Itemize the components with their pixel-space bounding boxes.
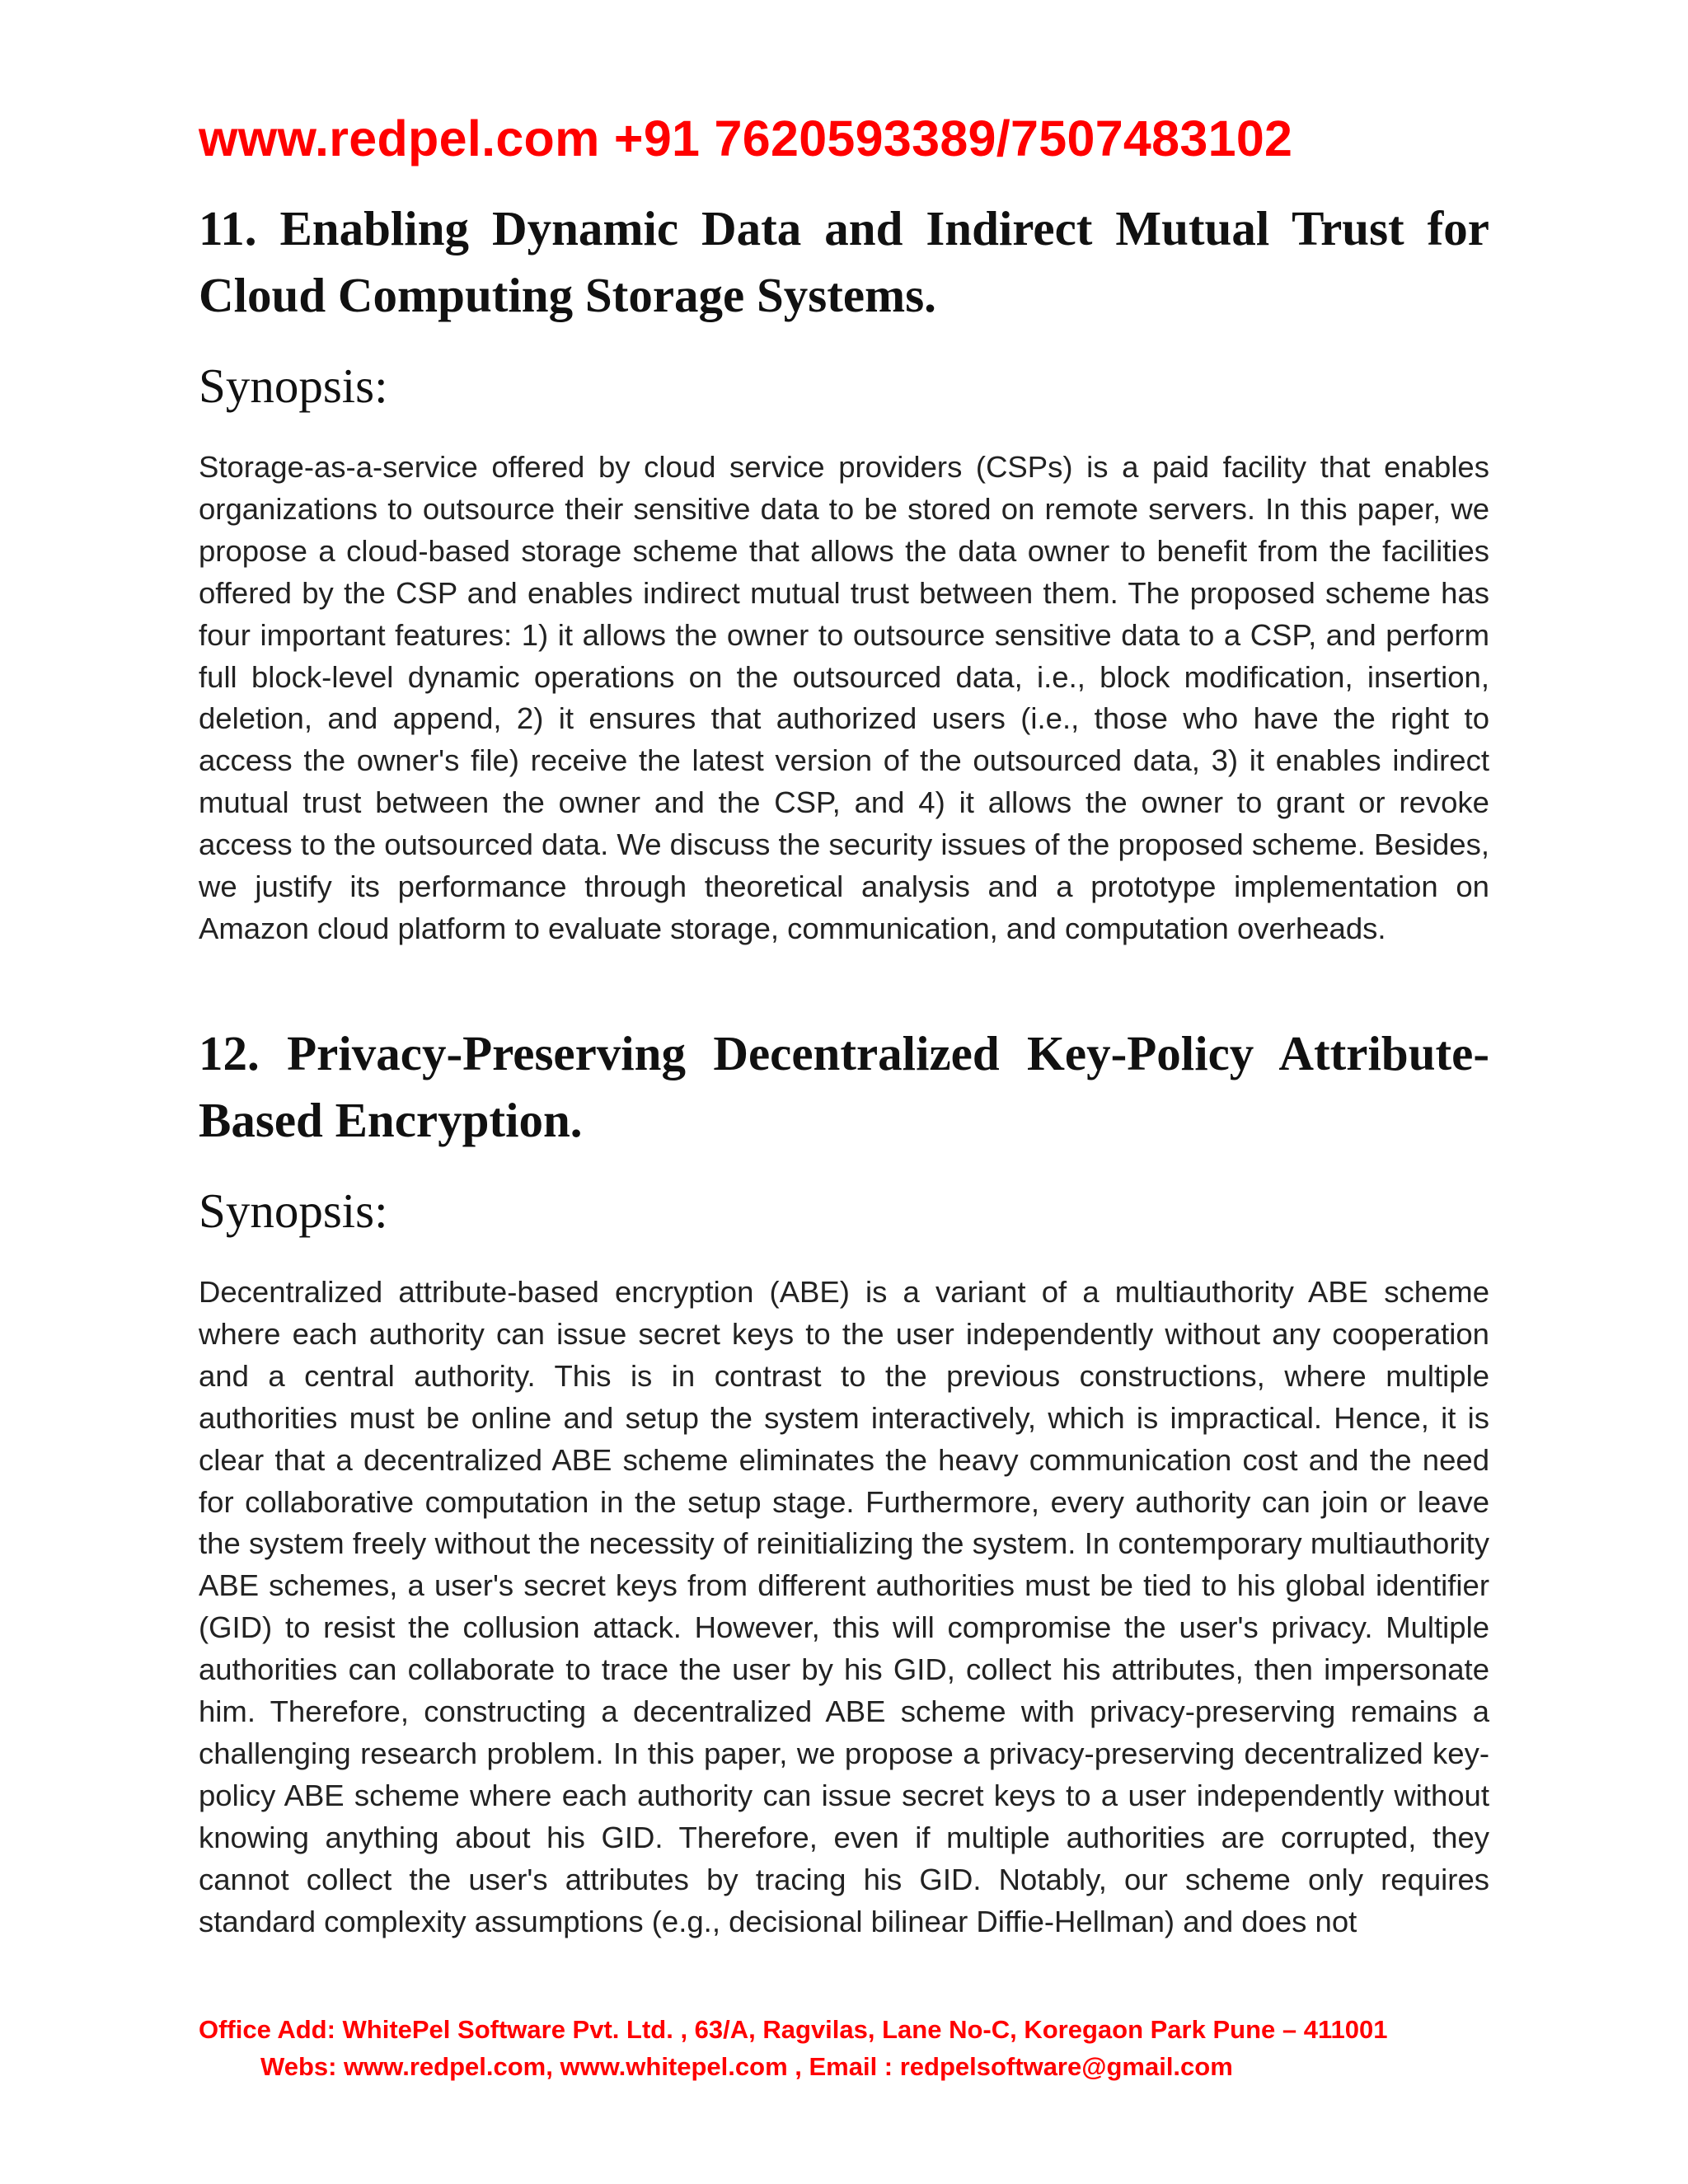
synopsis-body-12: Decentralized attribute-based encryption (ABE) is a variant of a multiauthority ABE scheme where each authority can issue secret keys to the user independently without any cooperation and a central authority. This is in contrast to the previous constructions, where multiple authorities must be online and setup the system interactively, which is impractical. Hence, it is clear that a decentralized ABE scheme eliminates the heavy communication cost and the need for collaborative computation in the setup stage. Furthermore, every authority can join or leave the system freely without the necessity of reinitializing the system. In contemporary multiauthority ABE schemes, a user's secret keys from different authorities must be tied to his global identifier (GID) to resist the collusion attack. However, this will compromise the user's privacy. Multiple authorities can collaborate to trace the user by his GID, collect his attributes, then impersonate him. Therefore, constructing a decentralized ABE scheme with privacy-preserving remains a challenging research problem. In this paper, we propose a privacy-preserving decentralized key-policy ABE scheme where each authority can issue secret keys to a user independently without knowing anything about his GID. Therefore, even if multiple authorities are corrupted, they cannot collect the user's attributes by tracing his GID. Notably, our scheme only requires standard complexity assumptions (e.g., decisional bilinear Diffie-Hellman) and does not	[199, 1275, 1489, 1938]
footer-office-address: Office Add: WhitePel Software Pvt. Ltd. , 63/A, Ragvilas, Lane No-C, Koregaon Park Pune – 411001	[199, 2015, 1388, 2044]
footer-web-contact: Webs: www.redpel.com, www.whitepel.com , Email : redpelsoftware@gmail.com	[260, 2052, 1233, 2081]
contact-header: www.redpel.com +91 7620593389/7507483102	[199, 110, 1293, 166]
synopsis-body-11: Storage-as-a-service offered by cloud service providers (CSPs) is a paid facility that enables organizations to outsource their sensitive data to be stored on remote servers. In this paper, we propose a cloud-based storage scheme that allows the data owner to benefit from the facilities offered by the CSP and enables indirect mutual trust between them. The proposed scheme has four important features: 1) it allows the owner to outsource sensitive data to a CSP, and perform full block-level dynamic operations on the outsourced data, i.e., block modification, insertion, deletion, and append, 2) it ensures that authorized users (i.e., those who have the right to access the owner's file) receive the latest version of the outsourced data, 3) it enables indirect mutual trust between the owner and the CSP, and 4) it allows the owner to grant or revoke access to the outsourced data. We discuss the security issues of the proposed scheme. Besides, we justify its performance through theoretical analysis and a prototype implementation on Amazon cloud platform to evaluate storage, communication, and computation overheads.	[199, 450, 1489, 945]
synopsis-label-12: Synopsis:	[199, 1183, 388, 1238]
synopsis-label-11: Synopsis:	[199, 359, 388, 413]
section-title-12: 12. Privacy-Preserving Decentralized Key-Policy Attribute-Based Encryption.	[199, 1026, 1489, 1147]
section-title-11: 11. Enabling Dynamic Data and Indirect Mutual Trust for Cloud Computing Storage Systems.	[199, 201, 1489, 322]
